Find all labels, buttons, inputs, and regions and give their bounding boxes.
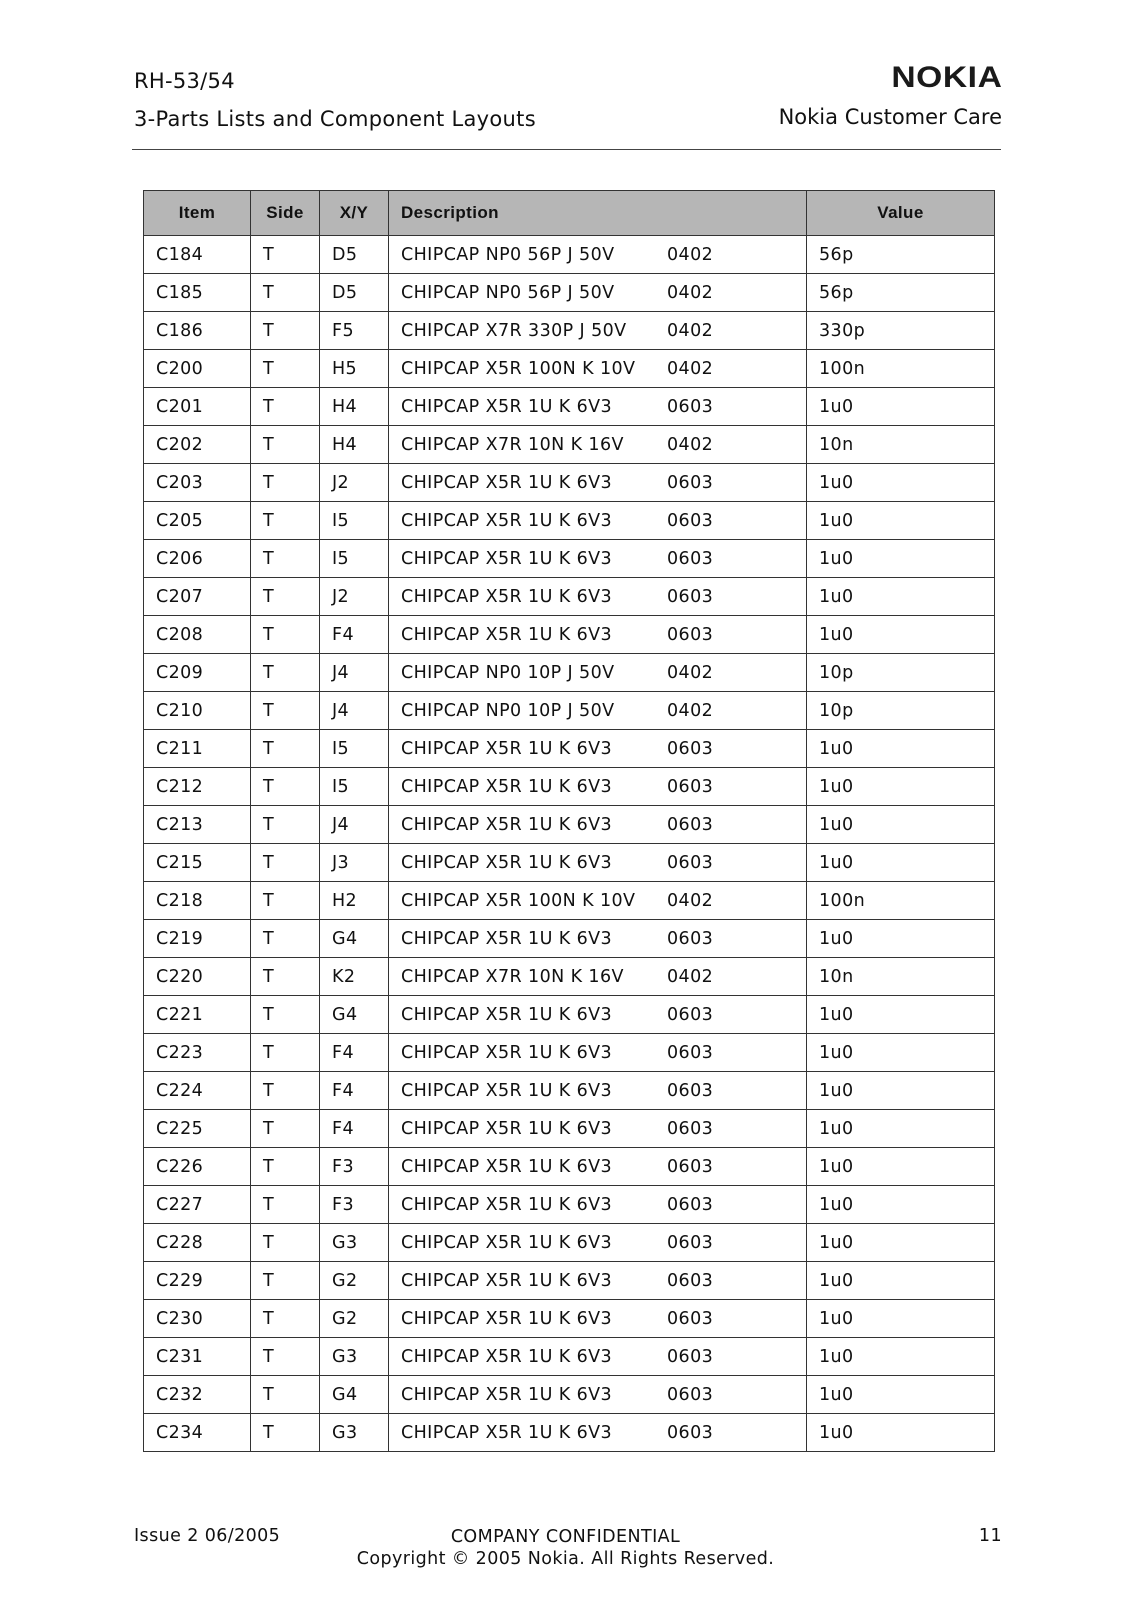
cell-description [389,350,807,388]
cell-value: 56p [807,236,995,274]
cell-xy: J2 [320,578,389,616]
cell-xy: H5 [320,350,389,388]
cell-item: C224 [144,1072,251,1110]
package-size: 0603 [667,1194,714,1215]
cell-xy: H4 [320,426,389,464]
table-row [144,768,995,806]
package-size: 0603 [667,928,714,949]
cell-xy: I5 [320,540,389,578]
column-header-value: Value [807,191,995,236]
package-size: 0402 [667,890,714,911]
confidential-label: COMPANY CONFIDENTIAL [450,1527,681,1547]
cell-item: C212 [144,768,251,806]
description-text: CHIPCAP X5R 1U K 6V3 [401,1346,613,1367]
table-row [144,350,995,388]
package-size: 0402 [667,320,714,341]
cell-value: 1u0 [807,1262,995,1300]
cell-item: C200 [144,350,251,388]
cell-side: T [251,654,320,692]
cell-xy: G2 [320,1262,389,1300]
cell-xy: F4 [320,1072,389,1110]
description-text: CHIPCAP NP0 10P J 50V [401,662,615,683]
cell-value: 1u0 [807,616,995,654]
description-text: CHIPCAP X5R 1U K 6V3 [401,396,613,417]
cell-xy: H4 [320,388,389,426]
cell-value: 1u0 [807,1148,995,1186]
cell-item: C209 [144,654,251,692]
parts-table [143,190,995,1452]
table-row [144,844,995,882]
cell-item: C225 [144,1110,251,1148]
table-row [144,1300,995,1338]
cell-value: 1u0 [807,1072,995,1110]
cell-side: T [251,388,320,426]
cell-value: 1u0 [807,464,995,502]
description-text: CHIPCAP X5R 1U K 6V3 [401,928,613,949]
package-size: 0603 [667,1156,714,1177]
cell-xy: G4 [320,996,389,1034]
nokia-logo: NOKIA [890,61,1002,94]
cell-item: C202 [144,426,251,464]
package-size: 0603 [667,1232,714,1253]
description-text: CHIPCAP X5R 1U K 6V3 [401,1118,613,1139]
cell-value: 10p [807,692,995,730]
description-text: CHIPCAP X7R 10N K 16V [401,434,624,455]
table-row [144,502,995,540]
description-text: CHIPCAP X5R 1U K 6V3 [401,814,613,835]
table-row [144,692,995,730]
cell-xy: J4 [320,806,389,844]
cell-xy: K2 [320,958,389,996]
cell-xy: G2 [320,1300,389,1338]
cell-description [389,274,807,312]
cell-side: T [251,920,320,958]
table-row [144,1376,995,1414]
package-size: 0603 [667,1346,714,1367]
description-text: CHIPCAP X5R 1U K 6V3 [401,586,613,607]
package-size: 0603 [667,738,714,759]
cell-value: 100n [807,882,995,920]
cell-description [389,996,807,1034]
table-row [144,730,995,768]
cell-item: C208 [144,616,251,654]
description-text: CHIPCAP X5R 1U K 6V3 [401,1308,613,1329]
package-size: 0603 [667,510,714,531]
cell-item: C185 [144,274,251,312]
cell-description [389,768,807,806]
cell-description [389,540,807,578]
cell-description [389,388,807,426]
cell-description [389,616,807,654]
cell-side: T [251,426,320,464]
cell-description [389,1072,807,1110]
cell-side: T [251,806,320,844]
cell-side: T [251,274,320,312]
table-row [144,1148,995,1186]
cell-item: C226 [144,1148,251,1186]
table-row [144,1110,995,1148]
cell-xy: F5 [320,312,389,350]
cell-side: T [251,1072,320,1110]
cell-side: T [251,1224,320,1262]
table-row [144,540,995,578]
cell-item: C205 [144,502,251,540]
cell-side: T [251,1262,320,1300]
header-divider [132,149,1001,150]
package-size: 0603 [667,1042,714,1063]
cell-side: T [251,464,320,502]
footer-center [0,1526,1131,1570]
cell-value: 1u0 [807,540,995,578]
cell-item: C201 [144,388,251,426]
table-row [144,920,995,958]
package-size: 0603 [667,776,714,797]
table-row [144,1224,995,1262]
cell-description [389,464,807,502]
cell-item: C207 [144,578,251,616]
package-size: 0603 [667,548,714,569]
description-text: CHIPCAP X5R 1U K 6V3 [401,548,613,569]
page-number: 11 [978,1526,1002,1546]
table-row [144,1414,995,1452]
package-size: 0603 [667,624,714,645]
package-size: 0402 [667,434,714,455]
package-size: 0402 [667,966,714,987]
model-number: RH-53/54 [134,69,235,93]
cell-xy: J2 [320,464,389,502]
cell-xy: F4 [320,616,389,654]
cell-side: T [251,312,320,350]
cell-xy: F3 [320,1186,389,1224]
cell-value: 1u0 [807,730,995,768]
cell-xy: I5 [320,502,389,540]
table-row [144,882,995,920]
cell-value: 1u0 [807,1186,995,1224]
description-text: CHIPCAP X5R 1U K 6V3 [401,852,613,873]
cell-item: C206 [144,540,251,578]
cell-description [389,692,807,730]
cell-side: T [251,1110,320,1148]
cell-value: 1u0 [807,578,995,616]
table-row [144,274,995,312]
page-header-left [134,62,536,138]
description-text: CHIPCAP X5R 100N K 10V [401,358,636,379]
cell-value: 1u0 [807,388,995,426]
cell-side: T [251,350,320,388]
cell-xy: F4 [320,1110,389,1148]
cell-side: T [251,996,320,1034]
description-text: CHIPCAP X5R 1U K 6V3 [401,1384,613,1405]
cell-side: T [251,578,320,616]
description-text: CHIPCAP X5R 1U K 6V3 [401,472,613,493]
package-size: 0603 [667,1422,714,1443]
description-text: CHIPCAP X5R 1U K 6V3 [401,1270,613,1291]
package-size: 0603 [667,1004,714,1025]
cell-item: C215 [144,844,251,882]
cell-value: 1u0 [807,1034,995,1072]
table-row [144,578,995,616]
cell-description [389,426,807,464]
cell-side: T [251,730,320,768]
description-text: CHIPCAP X5R 1U K 6V3 [401,738,613,759]
cell-xy: D5 [320,236,389,274]
cell-value: 1u0 [807,1414,995,1452]
cell-side: T [251,540,320,578]
table-row [144,1186,995,1224]
cell-side: T [251,958,320,996]
cell-xy: G4 [320,1376,389,1414]
cell-item: C221 [144,996,251,1034]
description-text: CHIPCAP X5R 1U K 6V3 [401,1156,613,1177]
table-row [144,616,995,654]
cell-side: T [251,1148,320,1186]
cell-xy: G4 [320,920,389,958]
cell-item: C186 [144,312,251,350]
cell-description [389,1148,807,1186]
cell-value: 56p [807,274,995,312]
cell-value: 1u0 [807,1300,995,1338]
table-row [144,654,995,692]
description-text: CHIPCAP X5R 1U K 6V3 [401,1080,613,1101]
cell-item: C232 [144,1376,251,1414]
cell-xy: F4 [320,1034,389,1072]
cell-item: C184 [144,236,251,274]
column-header-description: Description [389,191,807,236]
description-text: CHIPCAP X5R 1U K 6V3 [401,776,613,797]
table-row [144,388,995,426]
package-size: 0402 [667,244,714,265]
cell-item: C213 [144,806,251,844]
table-row [144,236,995,274]
cell-description [389,1262,807,1300]
cell-description [389,1110,807,1148]
cell-description [389,236,807,274]
table-row [144,426,995,464]
cell-xy: H2 [320,882,389,920]
cell-description [389,920,807,958]
cell-item: C210 [144,692,251,730]
cell-value: 1u0 [807,844,995,882]
table-row [144,1262,995,1300]
description-text: CHIPCAP X5R 1U K 6V3 [401,1042,613,1063]
cell-item: C227 [144,1186,251,1224]
cell-description [389,806,807,844]
cell-xy: G3 [320,1414,389,1452]
cell-description [389,1186,807,1224]
parts-table-body [144,236,995,1452]
cell-description [389,1414,807,1452]
cell-side: T [251,1186,320,1224]
cell-item: C234 [144,1414,251,1452]
cell-side: T [251,882,320,920]
cell-xy: G3 [320,1338,389,1376]
cell-value: 1u0 [807,1338,995,1376]
cell-value: 1u0 [807,502,995,540]
package-size: 0603 [667,814,714,835]
cell-value: 1u0 [807,920,995,958]
cell-xy: G3 [320,1224,389,1262]
cell-value: 1u0 [807,806,995,844]
table-header-row [144,191,995,236]
cell-description [389,958,807,996]
cell-item: C218 [144,882,251,920]
cell-side: T [251,1376,320,1414]
package-size: 0402 [667,700,714,721]
cell-side: T [251,616,320,654]
cell-value: 10p [807,654,995,692]
package-size: 0603 [667,1308,714,1329]
cell-side: T [251,236,320,274]
issue-date: Issue 2 06/2005 [134,1526,281,1546]
column-header-side: Side [251,191,320,236]
customer-care-title: Nokia Customer Care [778,105,1002,129]
cell-side: T [251,1338,320,1376]
description-text: CHIPCAP NP0 56P J 50V [401,282,615,303]
package-size: 0603 [667,852,714,873]
cell-side: T [251,844,320,882]
cell-item: C211 [144,730,251,768]
table-row [144,464,995,502]
description-text: CHIPCAP X5R 1U K 6V3 [401,510,613,531]
cell-value: 100n [807,350,995,388]
cell-value: 10n [807,426,995,464]
cell-side: T [251,692,320,730]
page-header-right [779,62,1002,136]
table-row [144,996,995,1034]
cell-description [389,312,807,350]
cell-value: 1u0 [807,1376,995,1414]
cell-value: 1u0 [807,1110,995,1148]
cell-value: 1u0 [807,1224,995,1262]
package-size: 0603 [667,586,714,607]
cell-description [389,1376,807,1414]
description-text: CHIPCAP NP0 56P J 50V [401,244,615,265]
cell-side: T [251,768,320,806]
cell-description [389,844,807,882]
table-row [144,1034,995,1072]
cell-description [389,882,807,920]
cell-side: T [251,1300,320,1338]
cell-side: T [251,1034,320,1072]
cell-description [389,654,807,692]
description-text: CHIPCAP X5R 1U K 6V3 [401,1422,613,1443]
cell-item: C230 [144,1300,251,1338]
cell-description [389,1338,807,1376]
cell-side: T [251,1414,320,1452]
package-size: 0603 [667,1384,714,1405]
package-size: 0402 [667,282,714,303]
package-size: 0603 [667,396,714,417]
cell-item: C203 [144,464,251,502]
package-size: 0603 [667,1270,714,1291]
package-size: 0402 [667,358,714,379]
cell-item: C219 [144,920,251,958]
description-text: CHIPCAP X5R 1U K 6V3 [401,624,613,645]
column-header-item: Item [144,191,251,236]
cell-item: C223 [144,1034,251,1072]
cell-description [389,1300,807,1338]
cell-description [389,730,807,768]
cell-item: C228 [144,1224,251,1262]
cell-description [389,578,807,616]
cell-item: C220 [144,958,251,996]
copyright-notice: Copyright © 2005 Nokia. All Rights Reserved. [356,1549,775,1569]
cell-value: 1u0 [807,996,995,1034]
description-text: CHIPCAP X7R 10N K 16V [401,966,624,987]
column-header-xy: X/Y [320,191,389,236]
description-text: CHIPCAP X7R 330P J 50V [401,320,627,341]
package-size: 0603 [667,1080,714,1101]
cell-value: 330p [807,312,995,350]
description-text: CHIPCAP X5R 1U K 6V3 [401,1232,613,1253]
section-title: 3-Parts Lists and Component Layouts [134,107,536,131]
table-row [144,1338,995,1376]
cell-value: 1u0 [807,768,995,806]
description-text: CHIPCAP X5R 1U K 6V3 [401,1004,613,1025]
cell-xy: I5 [320,730,389,768]
cell-side: T [251,502,320,540]
cell-xy: J4 [320,692,389,730]
cell-description [389,1224,807,1262]
table-row [144,1072,995,1110]
cell-xy: J3 [320,844,389,882]
cell-xy: I5 [320,768,389,806]
cell-xy: J4 [320,654,389,692]
cell-item: C231 [144,1338,251,1376]
cell-item: C229 [144,1262,251,1300]
cell-xy: D5 [320,274,389,312]
cell-description [389,1034,807,1072]
table-row [144,958,995,996]
table-row [144,312,995,350]
description-text: CHIPCAP X5R 1U K 6V3 [401,1194,613,1215]
package-size: 0402 [667,662,714,683]
description-text: CHIPCAP X5R 100N K 10V [401,890,636,911]
cell-description [389,502,807,540]
package-size: 0603 [667,472,714,493]
cell-value: 10n [807,958,995,996]
cell-xy: F3 [320,1148,389,1186]
table-row [144,806,995,844]
description-text: CHIPCAP NP0 10P J 50V [401,700,615,721]
package-size: 0603 [667,1118,714,1139]
